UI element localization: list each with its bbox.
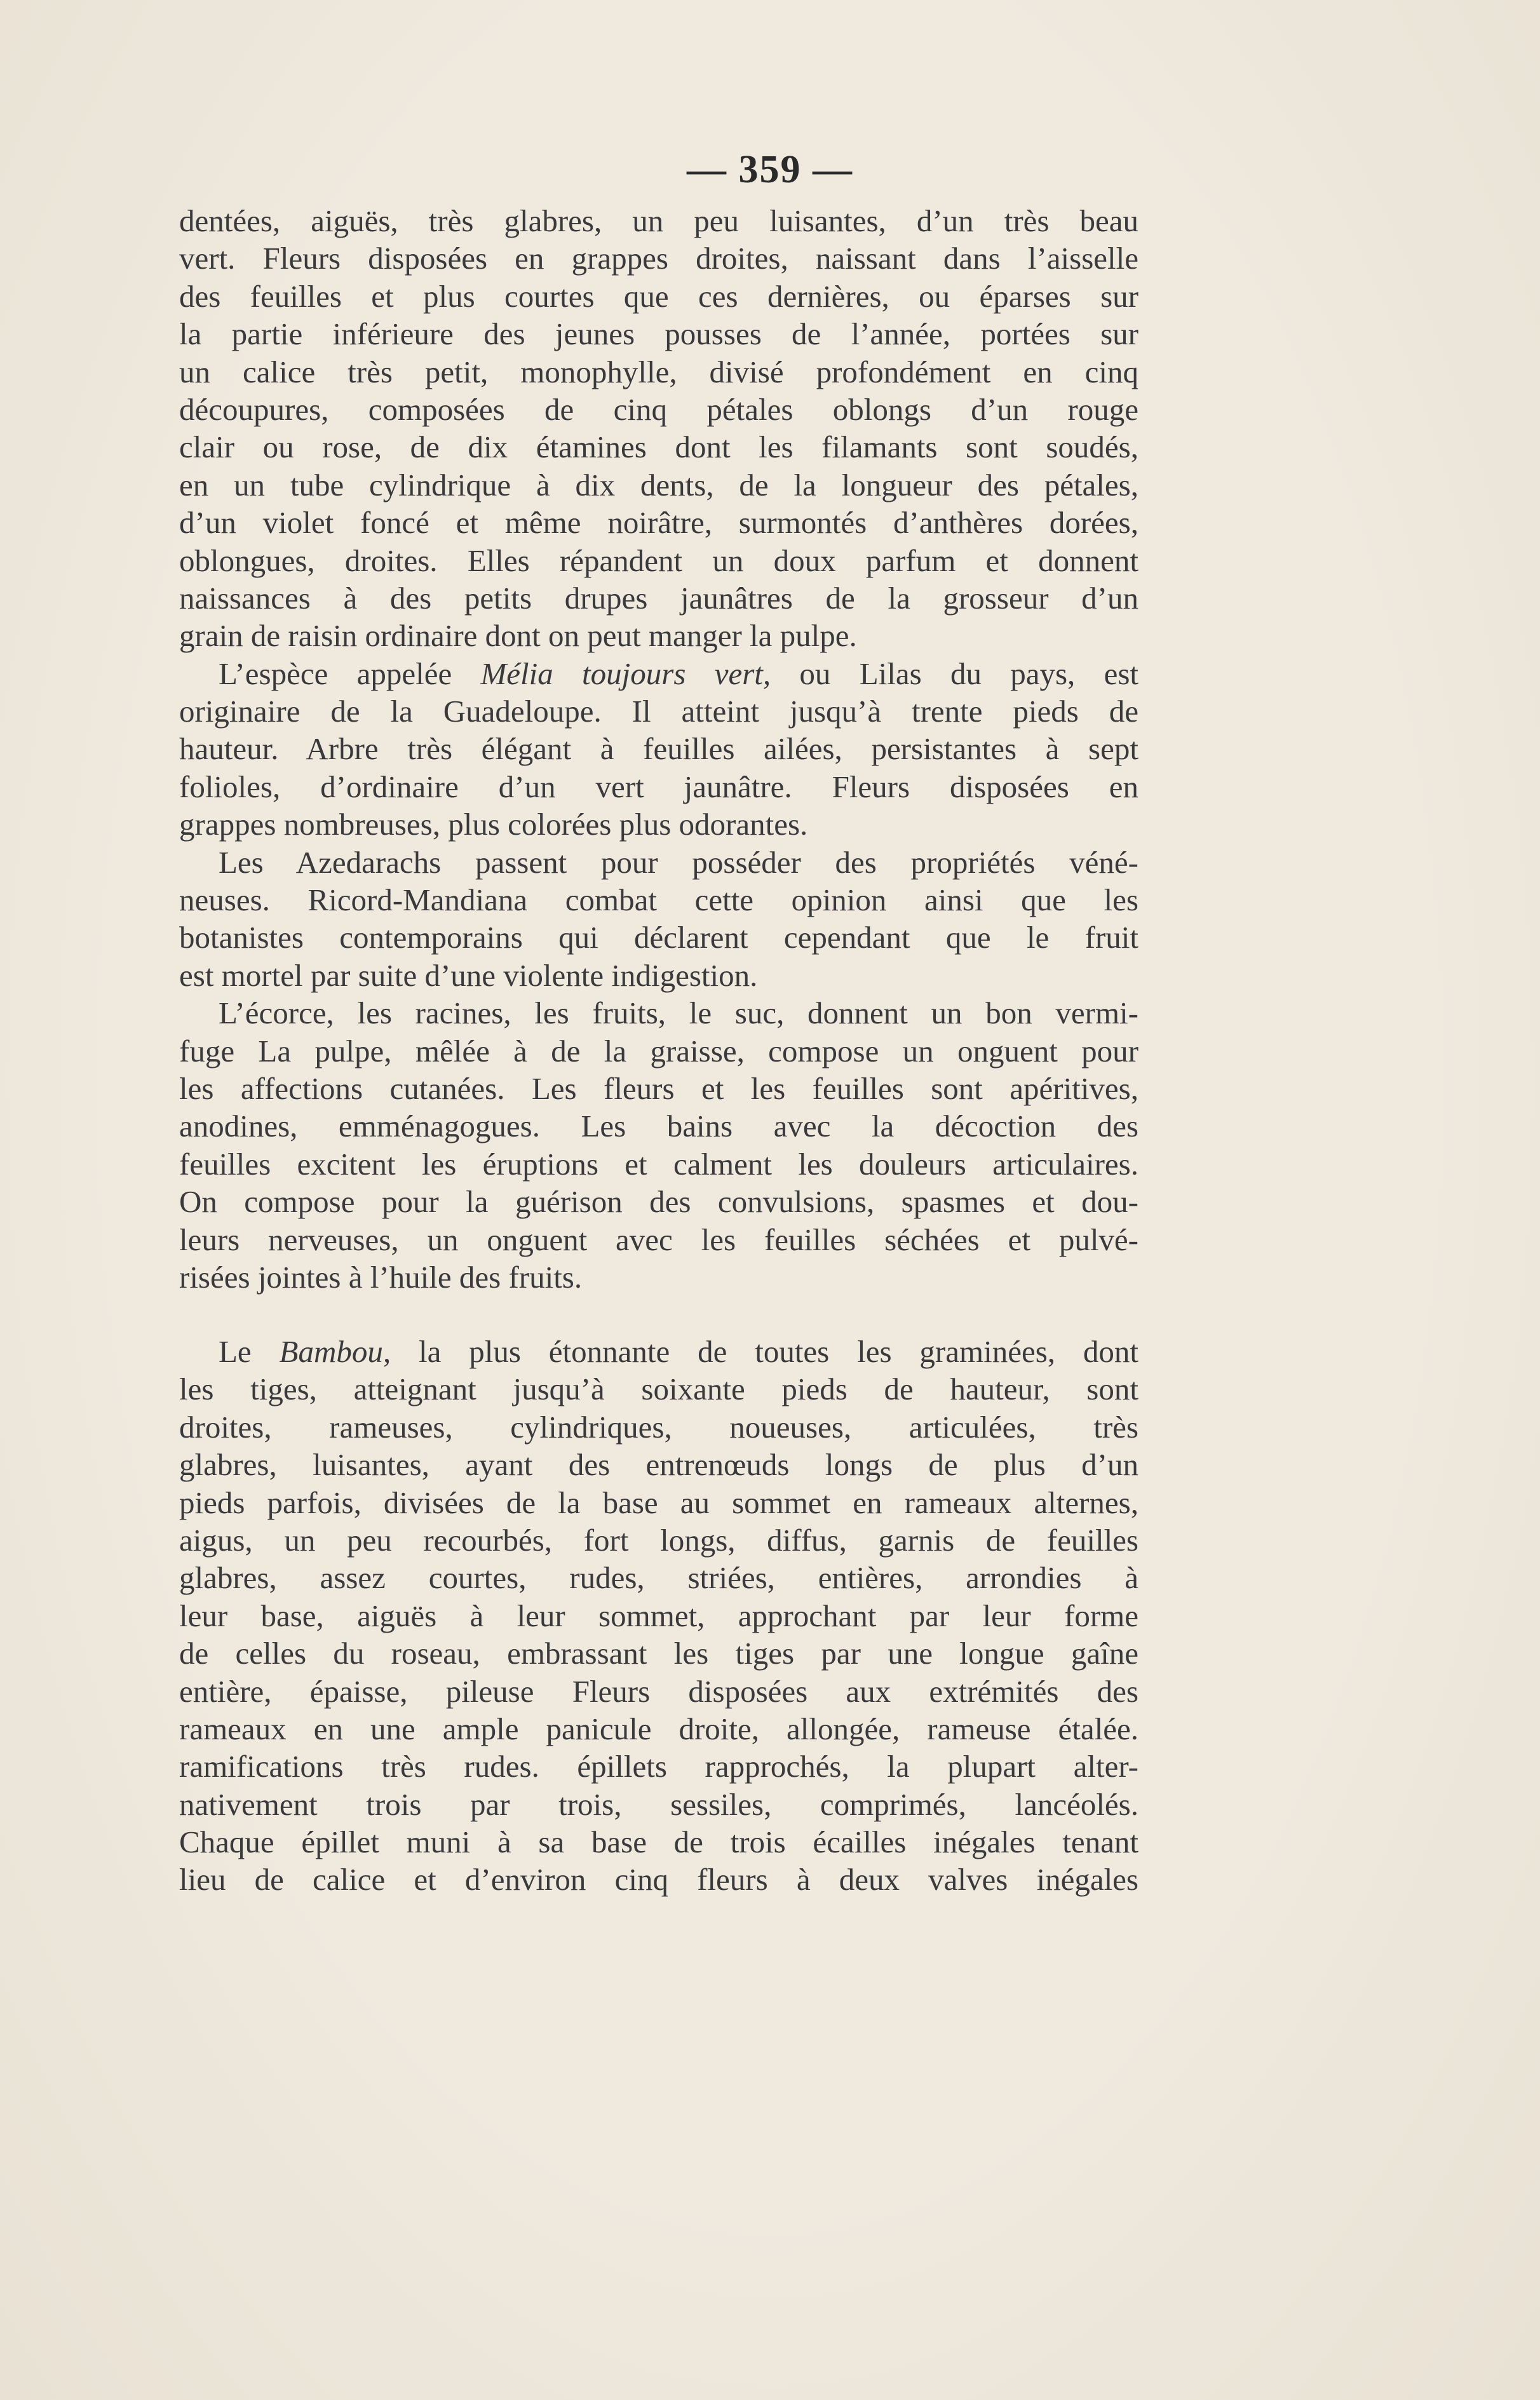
text-line (179, 655, 1138, 692)
text-line: les affections cutanées. Les fleurs et les feuilles sont apéritives, (179, 1070, 1138, 1106)
text-line: droites, rameuses, cylindriques, noueuses, articulées, très (179, 1409, 1138, 1445)
text-line: les tiges, atteignant jusqu’à soixante pieds de hauteur, sont (179, 1372, 1138, 1407)
text-line: pieds parfois, divisées de la base au sommet en rameaux alternes, (179, 1485, 1138, 1520)
italic-term: Bambou, (279, 1334, 391, 1369)
paragraph (179, 202, 1138, 655)
text-line: lieu de calice et d’environ cinq fleurs à deux valves inégales (179, 1862, 1138, 1898)
text-line: originaire de la Guadeloupe. Il atteint jusqu’à trente pieds de (179, 694, 1138, 729)
text-segment: la plus étonnante de toutes les graminées, dont (391, 1334, 1138, 1369)
text-line: neuses. Ricord-Mandiana combat cette opinion ainsi que les (179, 882, 1138, 918)
text-line: aigus, un peu recourbés, fort longs, diffus, garnis de feuilles (179, 1522, 1138, 1558)
text-line: glabres, assez courtes, rudes, striées, entières, arrondies à (179, 1560, 1138, 1596)
text-line: clair ou rose, de dix étamines dont les filamants sont soudés, (179, 429, 1138, 465)
text-line: fuge La pulpe, mêlée à de la graisse, compose un onguent pour (179, 1033, 1138, 1069)
text-line: anodines, emménagogues. Les bains avec la décoction des (179, 1109, 1138, 1144)
paragraph (179, 994, 1138, 1296)
text-line: leur base, aiguës à leur sommet, approchant par leur forme (179, 1598, 1138, 1633)
text-line: en un tube cylindrique à dix dents, de la longueur des pétales, (179, 467, 1138, 502)
text-line: Les Azedarachs passent pour posséder des propriétés véné- (219, 844, 1138, 880)
italic-term: Mélia toujours vert, (480, 656, 771, 691)
text-segment: L’espèce appelée (219, 656, 481, 691)
text-line: leurs nerveuses, un onguent avec les feuilles séchées et pulvé- (179, 1222, 1138, 1257)
paragraph (179, 844, 1138, 995)
text-line: naissances à des petits drupes jaunâtres de la grosseur d’un (179, 580, 1138, 616)
text-line: botanistes contemporains qui déclarent cependant que le fruit (179, 920, 1138, 955)
text-block-bottom (179, 1333, 1138, 1899)
text-line: nativement trois par trois, sessiles, comprimés, lancéolés. (179, 1786, 1138, 1822)
text-line: grain de raisin ordinaire dont on peut manger la pulpe. (179, 618, 857, 654)
text-line: oblongues, droites. Elles répandent un doux parfum et donnent (179, 543, 1138, 578)
paragraph (179, 655, 1138, 844)
text-line: de celles du roseau, embrassant les tiges par une longue gaîne (179, 1636, 1138, 1671)
text-segment: Le (219, 1334, 280, 1369)
text-line: un calice très petit, monophylle, divisé profondément en cinq (179, 354, 1138, 389)
text-line: risées jointes à l’huile des fruits. (179, 1259, 583, 1295)
text-line: dentées, aiguës, très glabres, un peu luisantes, d’un très beau (179, 203, 1138, 238)
text-line: L’écorce, les racines, les fruits, le suc, donnent un bon vermi- (219, 995, 1138, 1031)
paragraph (179, 1333, 1138, 1899)
text-line: entière, épaisse, pileuse Fleurs disposées aux extrémités des (179, 1673, 1138, 1709)
text-line: des feuilles et plus courtes que ces dernières, ou éparses sur (179, 278, 1138, 314)
text-line: hauteur. Arbre très élégant à feuilles ailées, persistantes à sept (179, 731, 1138, 767)
text-line: ramifications très rudes. épillets rapprochés, la plupart alter- (179, 1749, 1138, 1784)
page-number: — 359 — (687, 148, 853, 191)
text-line: glabres, luisantes, ayant des entrenœuds longs de plus d’un (179, 1447, 1138, 1483)
text-segment: ou Lilas du pays, est (771, 656, 1139, 691)
text-line: rameaux en une ample panicule droite, allongée, rameuse étalée. (179, 1711, 1138, 1746)
text-line: la partie inférieure des jeunes pousses de l’année, portées sur (179, 316, 1138, 352)
text-line (179, 1333, 1138, 1370)
text-line: est mortel par suite d’une violente indigestion. (179, 957, 758, 993)
text-line: folioles, d’ordinaire d’un vert jaunâtre. Fleurs disposées en (179, 769, 1138, 804)
text-line: Chaque épillet muni à sa base de trois écailles inégales tenant (179, 1824, 1138, 1860)
text-line: vert. Fleurs disposées en grappes droites, naissant dans l’aisselle (179, 241, 1138, 276)
text-block-top (179, 202, 1138, 1296)
text-line: grappes nombreuses, plus colorées plus odorantes. (179, 807, 808, 842)
text-line: d’un violet foncé et même noirâtre, surmontés d’anthères dorées, (179, 505, 1138, 541)
text-line: découpures, composées de cinq pétales oblongs d’un rouge (179, 391, 1138, 427)
text-line: feuilles excitent les éruptions et calment les douleurs articulaires. (179, 1146, 1138, 1182)
text-line: On compose pour la guérison des convulsions, spasmes et dou- (179, 1184, 1138, 1220)
